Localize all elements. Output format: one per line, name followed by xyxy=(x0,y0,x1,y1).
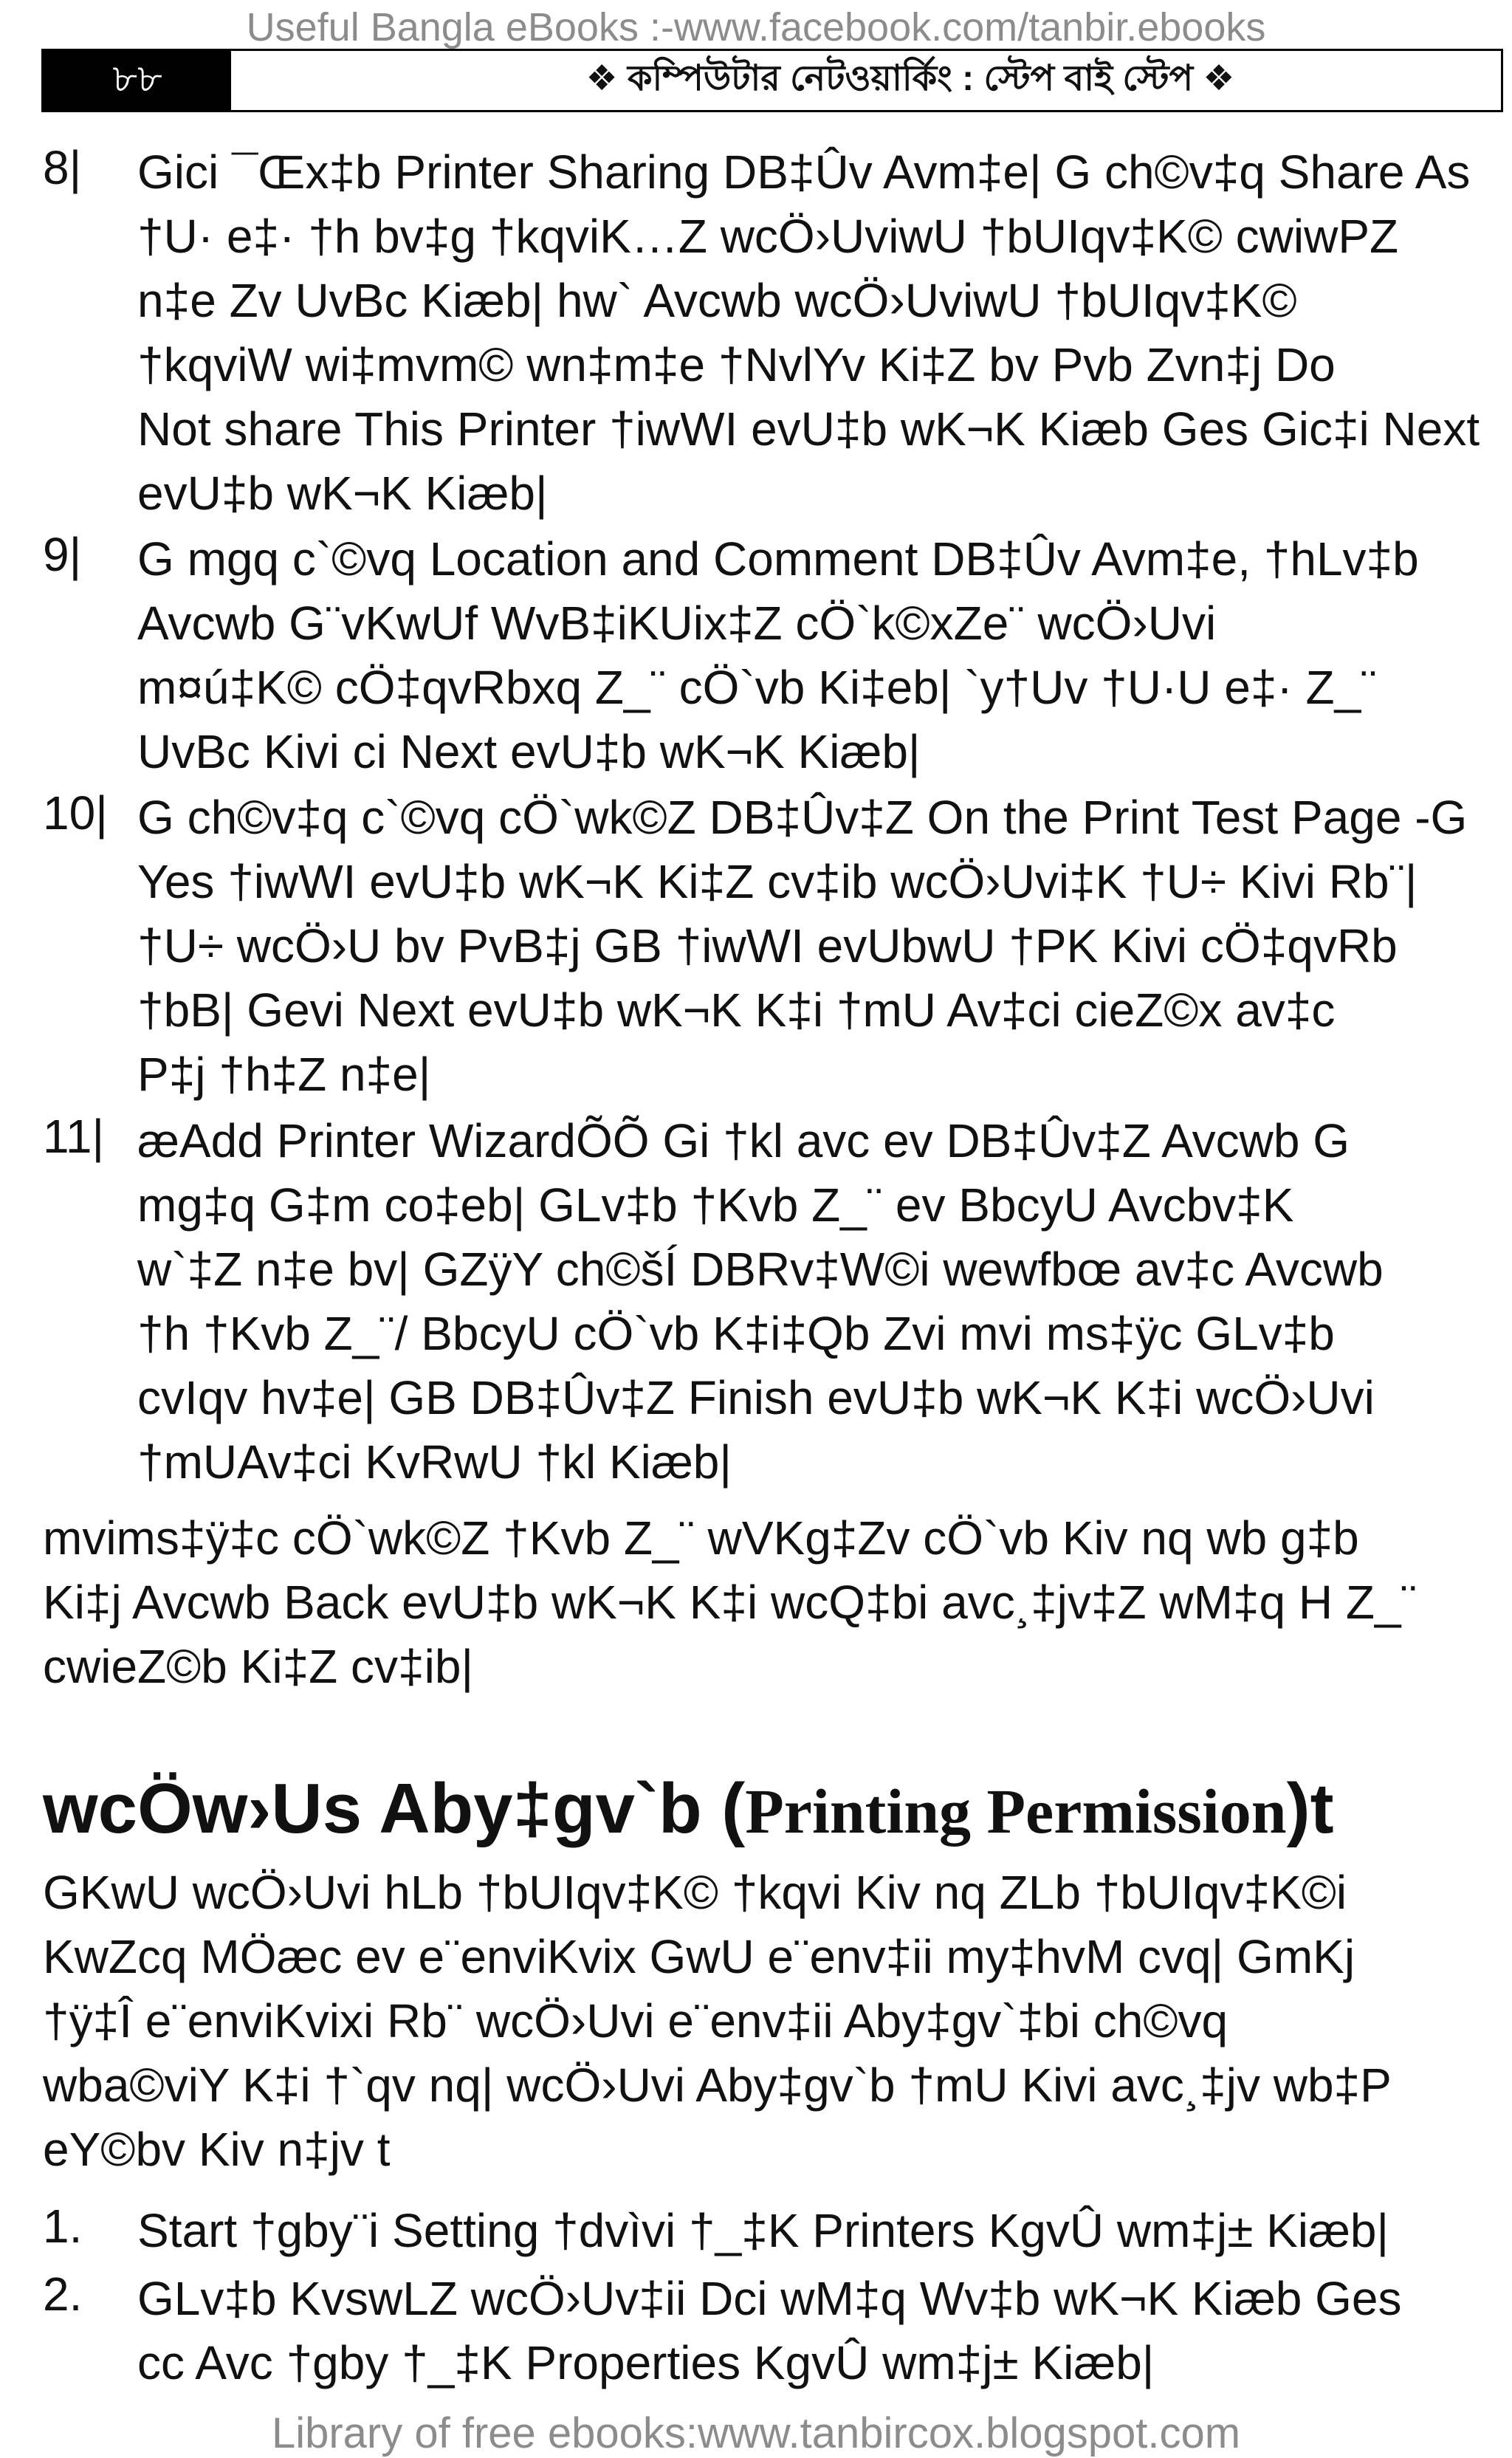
list-item xyxy=(43,786,1490,1107)
item-number: 11| xyxy=(43,1110,105,1163)
page-number: ৮৮ xyxy=(44,51,231,110)
item-number: 9| xyxy=(43,528,82,581)
item-number: 8| xyxy=(43,141,82,194)
item-text: æAdd Printer WizardÕÕ Gi †kl avc ev DB‡Ûv‡Z Avcwb G mg‡q G‡m co‡eb| GLv‡b †Kvb Z_¨ ev BbcyU Avcbv‡K w`‡Z n‡e bv| GZÿY ch©šÍ DBRv‡W©i wewfbœ av‡c Avcwb †h †Kvb Z_¨/ BbcyU cÖ`vb K‡i‡Qb Zvi mvi ms‡ÿc GLv‡b cvIqv hv‡e| GB DB‡Ûv‡Z Finish evU‡b wK¬K K‡i wcÖ›Uvi †mUAv‡ci KvRwU †kl Kiæb| xyxy=(137,1114,1384,1489)
item-number: 1. xyxy=(43,2200,83,2253)
section-intro: GKwU wcÖ›Uvi hLb †bUIqv‡K© †kqvi Kiv nq ZLb †bUIqv‡K©i KwZcq MÖæc ev e¨enviKvix GwU e¨env‡ii my‡hvM cvq| GmKj †ÿ‡Î e¨enviKvixi Rb¨ wcÖ›Uvi e¨env‡ii Aby‡gv`‡bi ch©vq wba©viY K‡i †`qv nq| wcÖ›Uvi Aby‡gv`b †mU Kivi avc¸‡jv wb‡P eY©bv Kiv n‡jv t xyxy=(43,1866,1392,2176)
item-text: Start †gby¨i Setting †dvìvi †_‡K Printers KgvÛ wm‡j± Kiæb| xyxy=(137,2204,1389,2257)
item-text: Gici ¯Œx‡b Printer Sharing DB‡Ûv Avm‡e| G ch©v‡q Share As †U· e‡· †h bv‡g †kqviK…Z wcÖ›UviwU †bUIqv‡K© cwiwPZ n‡e Zv UvBc Kiæb| hw` Avcwb wcÖ›UviwU †bUIqv‡K© †kqviW wi‡mvm© wn‡m‡e †NvlYv Ki‡Z bv Pvb Zvn‡j Do Not share This Printer †iwWI evU‡b wK¬K Kiæb Ges Gic‡i Next evU‡b wK¬K Kiæb| xyxy=(137,145,1480,520)
item-text: G ch©v‡q c`©vq cÖ`wk©Z DB‡Ûv‡Z On the Print Test Page -G Yes †iwWI evU‡b wK¬K Ki‡Z cv‡ib wcÖ›Uvi‡K †U÷ Kivi Rb¨| †U÷ wcÖ›U bv PvB‡j GB †iwWI evUbwU †PK Kivi cÖ‡qvRb †bB| Gevi Next evU‡b wK¬K K‡i †mU Av‡ci cieZ©x av‡c P‡j †h‡Z n‡e| xyxy=(137,791,1468,1101)
list-item xyxy=(43,140,1490,526)
list-item xyxy=(43,2267,1490,2395)
watermark-top: Useful Bangla eBooks :-www.facebook.com/tanbir.ebooks xyxy=(246,5,1266,49)
book-title: ❖ কম্পিউটার নেটওয়ার্কিং : স্টেপ বাই স্টেপ ❖ xyxy=(585,58,1235,98)
page-header xyxy=(41,49,1503,112)
heading-english: Printing Permission xyxy=(745,1776,1287,1847)
section-heading xyxy=(43,1768,1334,1850)
heading-main: wcÖw›Us Aby‡gv`b ( xyxy=(43,1769,746,1848)
item-number: 2. xyxy=(43,2268,83,2321)
watermark-bottom: Library of free ebooks:www.tanbircox.blogspot.com xyxy=(271,2409,1241,2457)
item-number: 10| xyxy=(43,786,108,840)
heading-end: )t xyxy=(1286,1769,1334,1848)
item-text: GLv‡b KvswLZ wcÖ›Uv‡ii Dci wM‡q Wv‡b wK¬K Kiæb Ges cc Avc †gby †_‡K Properties KgvÛ wm‡j± Kiæb| xyxy=(137,2272,1402,2389)
list-item xyxy=(43,527,1490,784)
item-text: G mgq c`©vq Location and Comment DB‡Ûv Avm‡e, †hLv‡b Avcwb G¨vKwUf WvB‡iKUix‡Z cÖ`k©xZe¨ wcÖ›Uvi m¤ú‡K© cÖ‡qvRbxq Z_¨ cÖ`vb Ki‡eb| `y†Uv †U·U e‡· Z_¨ UvBc Kivi ci Next evU‡b wK¬K Kiæb| xyxy=(137,532,1419,778)
closing-paragraph: mvims‡ÿ‡c cÖ`wk©Z †Kvb Z_¨ wVKg‡Zv cÖ`vb Kiv nq wb g‡b Ki‡j Avcwb Back evU‡b wK¬K K‡i wcQ‡bi avc¸‡jv‡Z wM‡q H Z_¨ cwieZ©b Ki‡Z cv‡ib| xyxy=(43,1511,1417,1693)
list-item xyxy=(43,1109,1490,1494)
list-item xyxy=(43,2199,1490,2263)
